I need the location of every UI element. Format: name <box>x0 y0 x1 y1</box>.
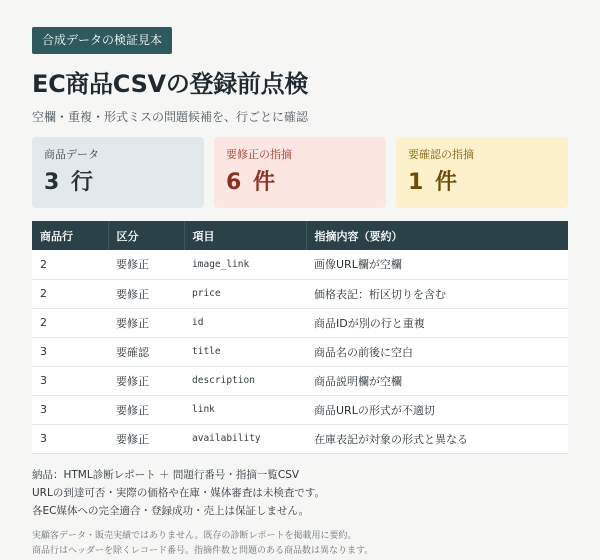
report-page <box>32 27 568 559</box>
cell-row: 3 <box>32 337 108 366</box>
note-line: 納品：HTML診断レポート ＋ 問題行番号・指摘一覧CSV <box>32 468 300 481</box>
footnotes <box>32 529 568 559</box>
page-title: EC商品CSVの登録前点検 <box>32 70 309 98</box>
cell-detail: 商品URLの形式が不適切 <box>306 395 568 424</box>
cell-kind: 要修正 <box>108 366 184 395</box>
cell-detail: 在庫表記が対象の形式と異なる <box>306 424 568 453</box>
cell-kind: 要修正 <box>108 395 184 424</box>
summary-card-value: 1 件 <box>408 170 459 195</box>
column-header-row: 商品行 <box>40 229 73 243</box>
table-row <box>32 366 568 395</box>
cell-field: id <box>184 308 306 337</box>
table-header-row <box>32 221 568 250</box>
cell-row: 2 <box>32 279 108 308</box>
summary-card-products <box>32 137 204 208</box>
cell-row: 3 <box>32 366 108 395</box>
sample-badge: 合成データの検証見本 <box>32 27 172 54</box>
summary-cards <box>32 137 568 208</box>
cell-field: image_link <box>184 250 306 279</box>
cell-row: 2 <box>32 308 108 337</box>
summary-card-check <box>396 137 568 208</box>
table-row <box>32 279 568 308</box>
cell-row: 2 <box>32 250 108 279</box>
cell-kind: 要修正 <box>108 250 184 279</box>
note-line: 各EC媒体への完全適合・登録成功・売上は保証しません。 <box>32 504 310 517</box>
table-row <box>32 250 568 279</box>
cell-field: description <box>184 366 306 395</box>
cell-field: price <box>184 279 306 308</box>
footnote-line: 商品行はヘッダーを除くレコード番号。指摘件数と問題のある商品数は異なります。 <box>32 545 374 556</box>
summary-card-label: 要確認の指摘 <box>408 148 474 161</box>
cell-row: 3 <box>32 395 108 424</box>
summary-card-value: 6 件 <box>226 170 277 195</box>
cell-row: 3 <box>32 424 108 453</box>
cell-kind: 要確認 <box>108 337 184 366</box>
cell-kind: 要修正 <box>108 279 184 308</box>
page-subtitle: 空欄・重複・形式ミスの問題候補を、行ごとに確認 <box>32 110 309 124</box>
footnote-line: 実顧客データ・販売実績ではありません。既存の診断レポートを掲載用に要約。 <box>32 530 357 541</box>
delivery-notes <box>32 466 568 520</box>
table-row <box>32 337 568 366</box>
table-row <box>32 424 568 453</box>
table-row <box>32 308 568 337</box>
cell-kind: 要修正 <box>108 424 184 453</box>
cell-field: availability <box>184 424 306 453</box>
cell-detail: 商品IDが別の行と重複 <box>306 308 568 337</box>
table-row <box>32 395 568 424</box>
summary-card-label: 商品データ <box>44 148 99 161</box>
cell-detail: 商品説明欄が空欄 <box>306 366 568 395</box>
cell-kind: 要修正 <box>108 308 184 337</box>
summary-card-fix <box>214 137 386 208</box>
cell-detail: 画像URL欄が空欄 <box>306 250 568 279</box>
note-line: URLの到達可否・実際の価格や在庫・媒体審査は未検査です。 <box>32 486 325 499</box>
cell-field: link <box>184 395 306 424</box>
cell-detail: 価格表記：桁区切りを含む <box>306 279 568 308</box>
column-header-field: 項目 <box>184 221 306 250</box>
issues-table <box>32 221 568 454</box>
column-header-kind: 区分 <box>108 221 184 250</box>
summary-card-label: 要修正の指摘 <box>226 148 292 161</box>
cell-detail: 商品名の前後に空白 <box>306 337 568 366</box>
summary-card-value: 3 行 <box>44 170 95 195</box>
column-header-detail: 指摘内容（要約） <box>306 221 568 250</box>
cell-field: title <box>184 337 306 366</box>
